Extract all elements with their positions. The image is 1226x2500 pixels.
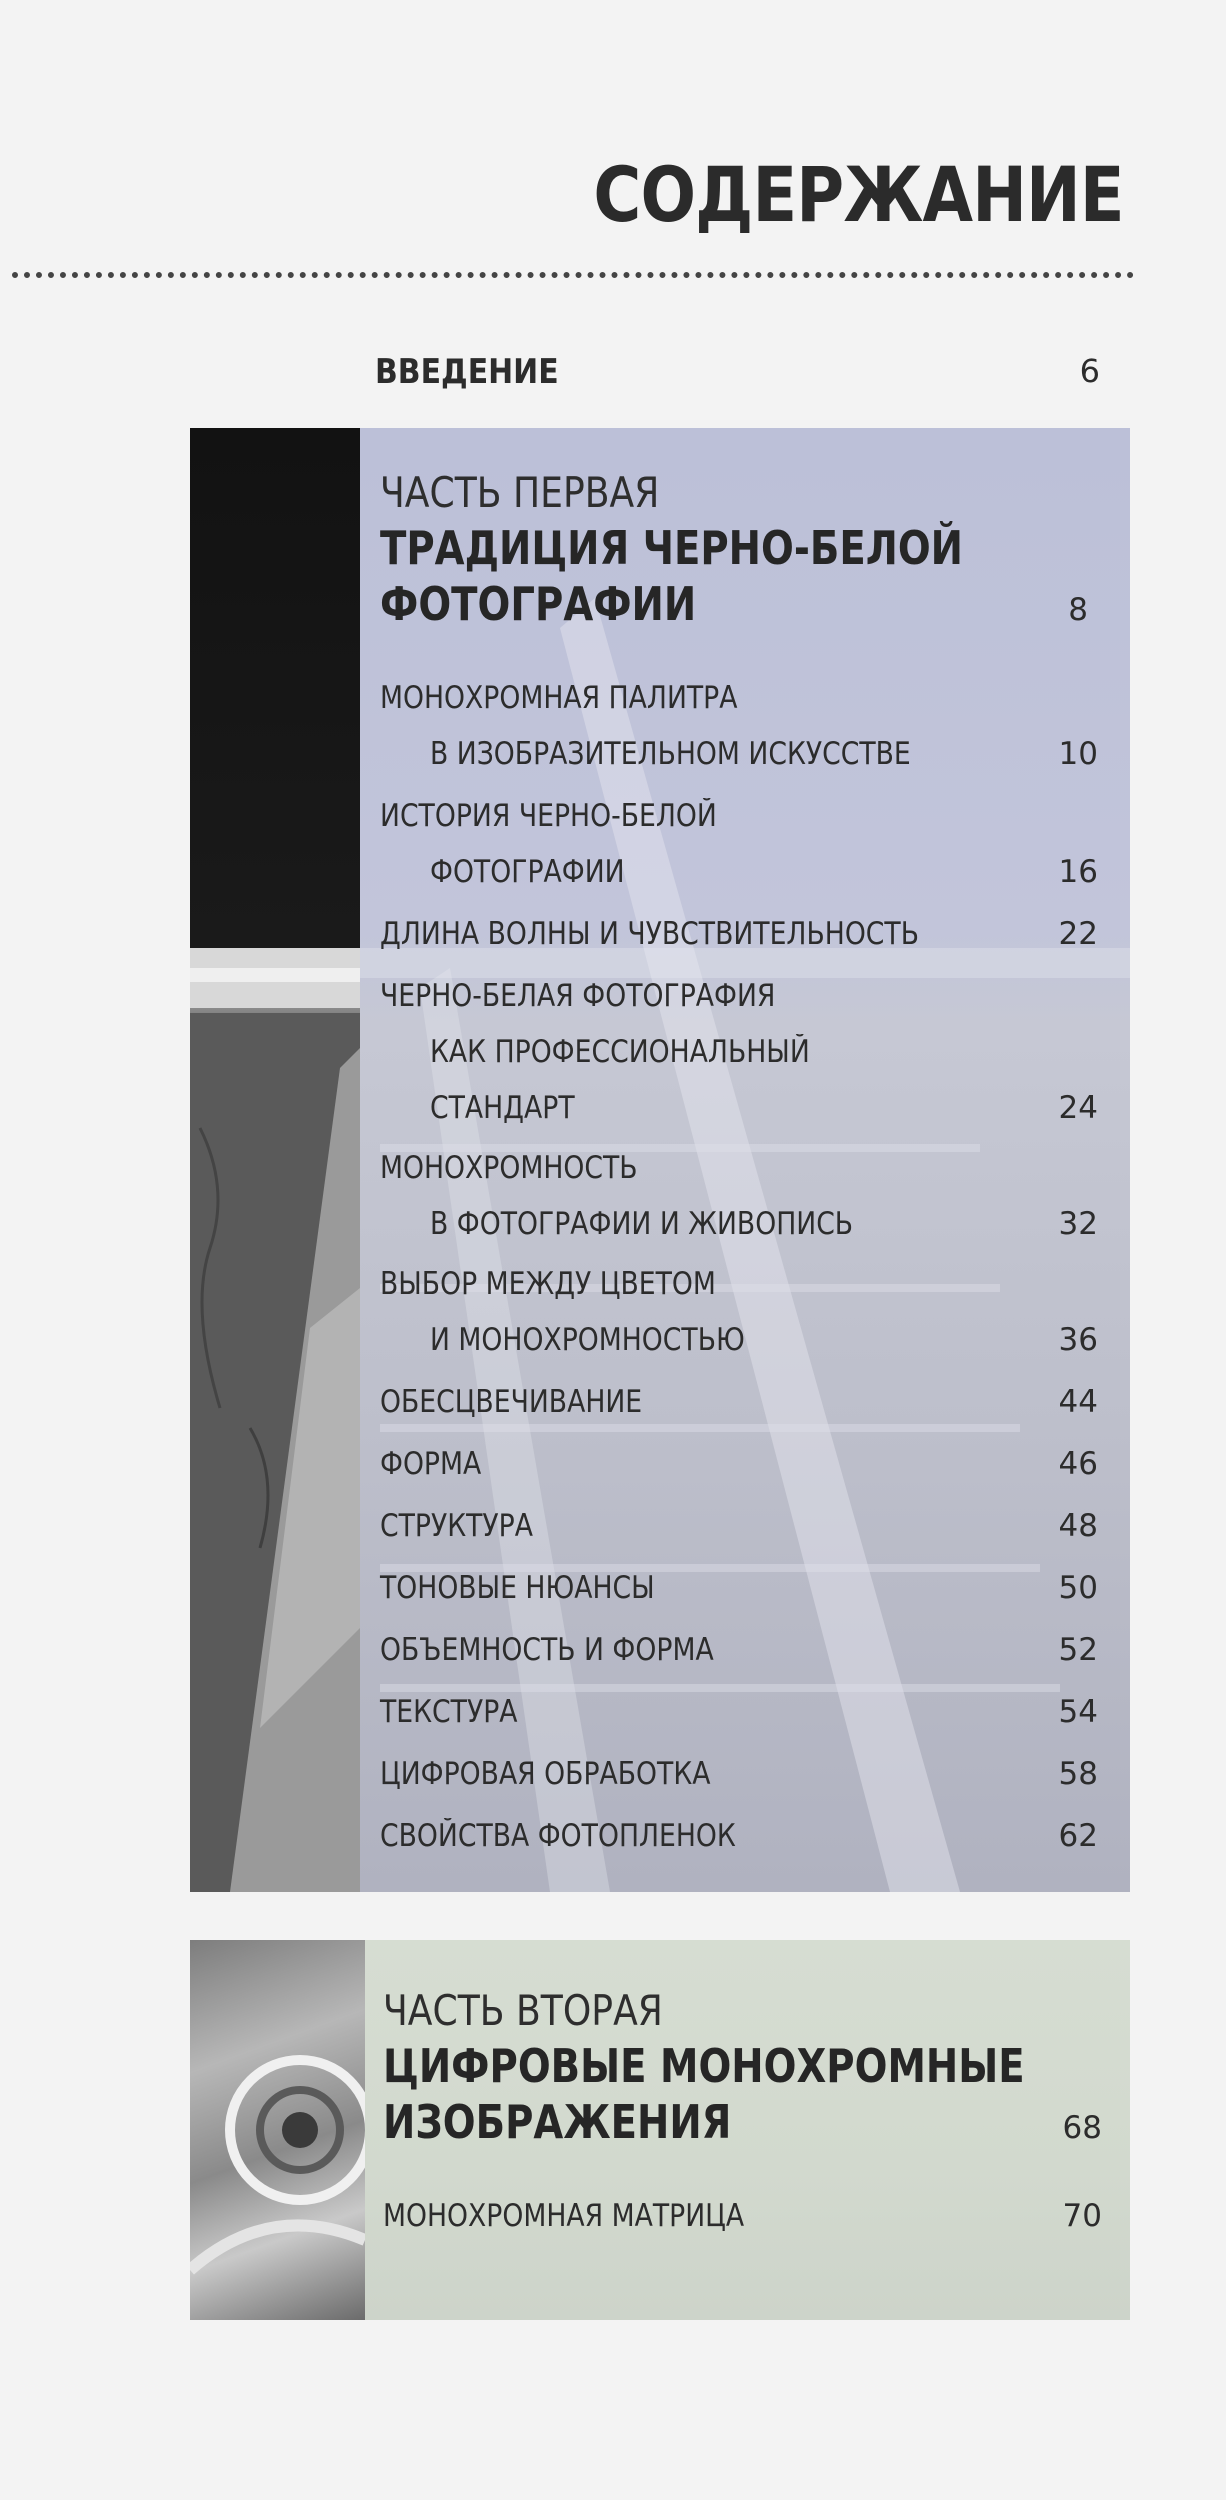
toc-page-number: 44 [1058,1384,1098,1420]
toc-entry-label[interactable]: ФОРМА [380,1446,482,1482]
toc-entry-label[interactable]: КАК ПРОФЕССИОНАЛЬНЫЙ [430,1034,810,1070]
part-page-number: 68 [1062,2110,1102,2146]
toc-entry-label[interactable]: МОНОХРОМНАЯ ПАЛИТРА [380,680,738,716]
part-two-section [190,1940,1130,2320]
spiral-photo [190,1940,365,2320]
part-label: ЧАСТЬ ВТОРАЯ [383,1986,663,2035]
dotted-divider [12,272,1134,278]
part-one-section [190,428,1130,1892]
part-one-panel [360,428,1130,1892]
toc-entry-label[interactable]: ТОНОВЫЕ НЮАНСЫ [380,1570,655,1606]
part-label: ЧАСТЬ ПЕРВАЯ [380,468,660,517]
toc-entry-label[interactable]: СВОЙСТВА ФОТОПЛЕНОК [380,1818,736,1854]
part-title-line: ТРАДИЦИЯ ЧЕРНО-БЕЛОЙ [380,521,964,575]
toc-page-number: 70 [1062,2198,1102,2234]
toc-page-number: 36 [1058,1322,1098,1358]
toc-page-number: 54 [1058,1694,1098,1730]
toc-entry-intro[interactable] [375,352,1100,392]
toc-entry-label[interactable]: ВЫБОР МЕЖДУ ЦВЕТОМ [380,1266,716,1302]
part-title-line: ФОТОГРАФИИ [380,577,697,631]
toc-entry-label[interactable]: СТАНДАРТ [430,1090,575,1126]
toc-entry-label[interactable]: ДЛИНА ВОЛНЫ И ЧУВСТВИТЕЛЬНОСТЬ [380,916,920,952]
toc-entry-label[interactable]: ИСТОРИЯ ЧЕРНО-БЕЛОЙ [380,798,717,834]
section-photo [190,428,360,1892]
toc-page-number: 16 [1058,854,1098,890]
toc-page-number: 48 [1058,1508,1098,1544]
toc-page-number: 6 [1079,352,1100,390]
toc-entry-label[interactable]: МОНОХРОМНОСТЬ [380,1150,638,1186]
toc-page-number: 52 [1058,1632,1098,1668]
toc-page-number: 24 [1058,1090,1098,1126]
toc-entry-label[interactable]: СТРУКТУРА [380,1508,533,1544]
toc-entry-label[interactable]: ТЕКСТУРА [380,1694,518,1730]
toc-entry-label[interactable]: В ФОТОГРАФИИ И ЖИВОПИСЬ [430,1206,854,1242]
ladder-photo-left [190,428,360,1892]
toc-entry-label[interactable]: ФОТОГРАФИИ [430,854,625,890]
toc-entry-label[interactable]: В ИЗОБРАЗИТЕЛЬНОМ ИСКУССТВЕ [430,736,911,772]
part-page-number: 8 [1068,592,1088,628]
toc-entry-label[interactable]: ОБЕСЦВЕЧИВАНИЕ [380,1384,643,1420]
toc-entry-label[interactable]: ОБЪЕМНОСТЬ И ФОРМА [380,1632,714,1668]
part-two-panel [365,1940,1130,2320]
toc-entry-label[interactable]: МОНОХРОМНАЯ МАТРИЦА [383,2198,745,2234]
section-photo [190,1940,365,2320]
toc-page-number: 62 [1058,1818,1098,1854]
toc-entry-label[interactable]: И МОНОХРОМНОСТЬЮ [430,1322,745,1358]
toc-page-number: 46 [1058,1446,1098,1482]
toc-page-number: 32 [1058,1206,1098,1242]
toc-page-number: 22 [1058,916,1098,952]
part-title-line: ЦИФРОВЫЕ МОНОХРОМНЫЕ [383,2039,1025,2093]
toc-page-number: 10 [1058,736,1098,772]
toc-entry-label: ВВЕДЕНИЕ [375,352,559,392]
toc-page-number: 50 [1058,1570,1098,1606]
page-title: СОДЕРЖАНИЕ [593,150,1124,239]
part-title-line: ИЗОБРАЖЕНИЯ [383,2095,732,2149]
toc-entry-label[interactable]: ЦИФРОВАЯ ОБРАБОТКА [380,1756,711,1792]
toc-page-number: 58 [1058,1756,1098,1792]
toc-entry-label[interactable]: ЧЕРНО-БЕЛАЯ ФОТОГРАФИЯ [380,978,776,1014]
